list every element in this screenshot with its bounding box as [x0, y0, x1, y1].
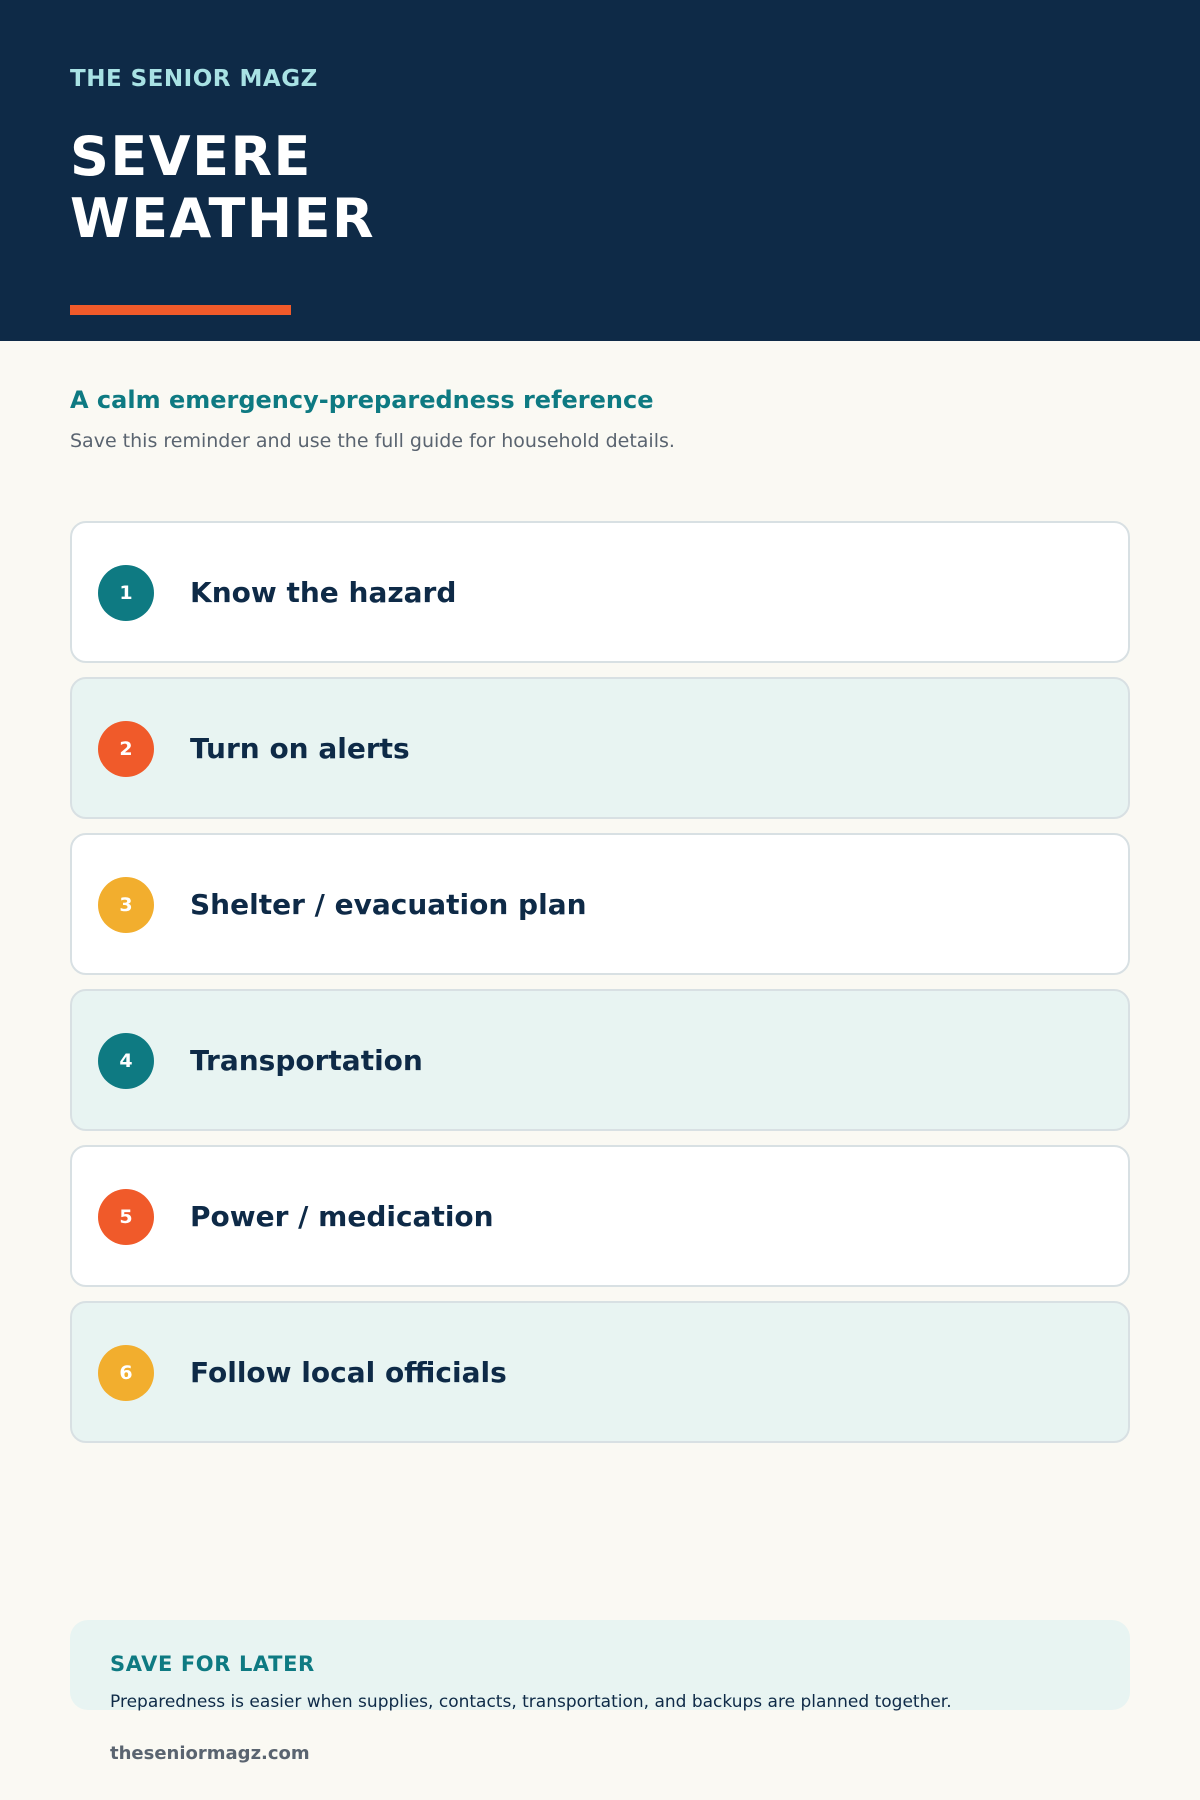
step-number-badge: 1 [98, 565, 154, 621]
step-card-3 [70, 833, 1130, 975]
step-number-badge: 4 [98, 1033, 154, 1089]
save-for-later-title: SAVE FOR LATER [110, 1652, 315, 1676]
step-card-5 [70, 1145, 1130, 1287]
intro-text: Save this reminder and use the full guide for household details. [70, 430, 675, 452]
step-number-badge: 3 [98, 877, 154, 933]
step-label: Turn on alerts [190, 731, 410, 765]
site-url: theseniormagz.com [110, 1743, 310, 1764]
step-label: Transportation [190, 1043, 423, 1077]
accent-divider [70, 305, 291, 315]
step-card-1 [70, 521, 1130, 663]
save-for-later-text: Preparedness is easier when supplies, contacts, transportation, and backups are planned together. [110, 1692, 952, 1712]
header-banner [0, 0, 1200, 341]
step-card-4 [70, 989, 1130, 1131]
step-number-badge: 6 [98, 1345, 154, 1401]
step-card-6 [70, 1301, 1130, 1443]
page-title-line-1: SEVERE [70, 125, 312, 188]
page-subtitle: A calm emergency-preparedness reference [70, 386, 654, 414]
step-label: Know the hazard [190, 575, 457, 609]
step-label: Follow local officials [190, 1355, 507, 1389]
step-label: Shelter / evacuation plan [190, 887, 587, 921]
step-number-badge: 2 [98, 721, 154, 777]
step-number-badge: 5 [98, 1189, 154, 1245]
step-card-2 [70, 677, 1130, 819]
step-label: Power / medication [190, 1199, 494, 1233]
page-title [70, 126, 375, 250]
page-title-line-2: WEATHER [70, 187, 376, 250]
brand-name: THE SENIOR MAGZ [70, 66, 318, 92]
